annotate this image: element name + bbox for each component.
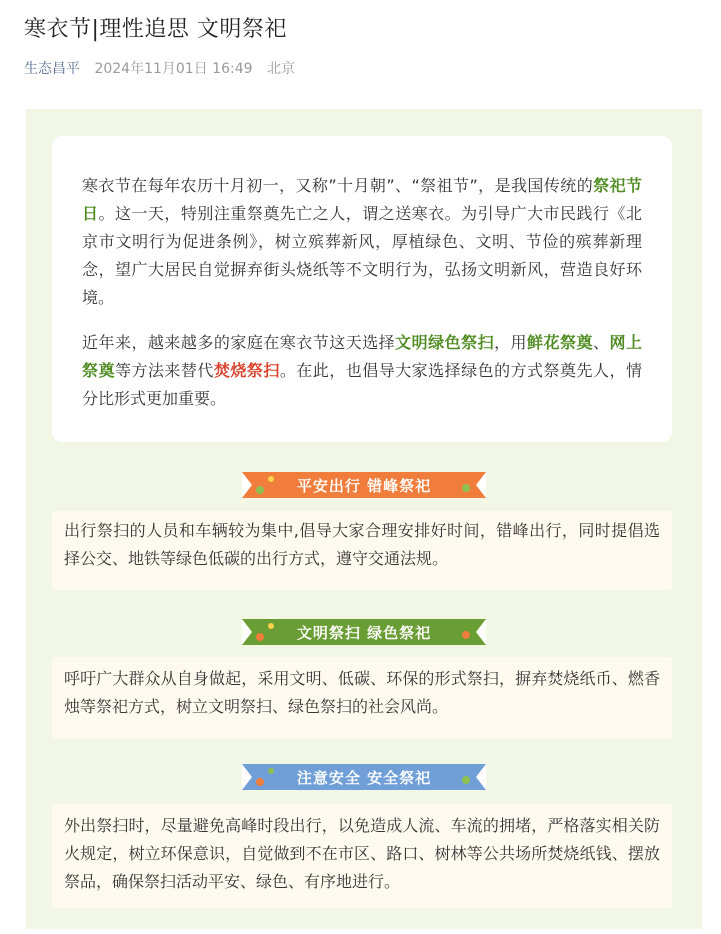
publish-location: 北京	[266, 61, 295, 77]
section-body-2	[52, 657, 672, 739]
highlight-text: 鲜花祭奠	[527, 333, 593, 352]
section-body-text: 外出祭扫时，尽量避免高峰时段出行，以免造成人流、车流的拥堵，严格落实相关防火规定，树立环保意识，自觉做到不在市区、路口、树林等公共场所焚烧纸钱、摆放祭品，确保祭扫活动平安、绿色、有序地进行。	[64, 816, 660, 891]
section-heading-1	[242, 472, 486, 498]
text-segment: 等方法来替代	[114, 361, 214, 380]
article-meta	[24, 58, 295, 78]
section-heading-2	[242, 619, 486, 645]
highlight-text: 祭祀节日	[82, 176, 642, 223]
section-body-text: 出行祭扫的人员和车辆较为集中,倡导大家合理安排好时间，错峰出行，同时提倡选择公交、地铁等绿色低碳的出行方式，遵守交通法规。	[64, 521, 660, 568]
section-body-text: 呼吁广大群众从自身做起，采用文明、低碳、环保的形式祭扫，摒弃焚烧纸币、燃香烛等祭祀方式，树立文明祭扫、绿色祭扫的社会风尚。	[64, 669, 660, 716]
section-body-3	[52, 804, 672, 908]
text-segment: ，用	[494, 333, 528, 352]
text-segment: 寒衣节在每年农历十月初一，又称”十月朝”、“祭祖节”，是我国传统的	[82, 176, 594, 195]
section-body-1	[52, 511, 672, 590]
highlight-text: 文明绿色祭扫	[395, 333, 495, 352]
intro-paragraph-2	[82, 329, 642, 413]
author-link[interactable]: 生态昌平	[24, 61, 80, 77]
highlight-text: 网上祭奠	[82, 333, 642, 380]
section-heading-3	[242, 764, 486, 790]
text-segment: 、	[592, 333, 610, 352]
text-segment: 。在此，也倡导大家选择绿色的方式祭奠先人，情分比形式更加重要。	[82, 361, 642, 408]
highlight-text: 焚烧祭扫	[213, 361, 280, 380]
section-heading-label: 注意安全 安全祭祀	[296, 769, 432, 787]
intro-card	[52, 136, 672, 442]
publish-date: 2024年11月01日 16:49	[94, 61, 253, 77]
text-segment: 近年来，越来越多的家庭在寒衣节这天选择	[82, 333, 396, 352]
section-heading-label: 文明祭扫 绿色祭祀	[296, 624, 432, 642]
article-title: 寒衣节|理性追思 文明祭祀	[24, 17, 287, 42]
section-heading-label: 平安出行 错峰祭祀	[296, 477, 432, 495]
text-segment: 。这一天，特别注重祭奠先亡之人，谓之送寒衣。为引导广大市民践行《北京市文明行为促进条例》，树立殡葬新风，厚植绿色、文明、节俭的殡葬新理念，望广大居民自觉摒弃街头烧纸等不文明行为，弘扬文明新风，营造良好环境。	[82, 204, 642, 307]
intro-paragraph-1	[82, 172, 642, 312]
